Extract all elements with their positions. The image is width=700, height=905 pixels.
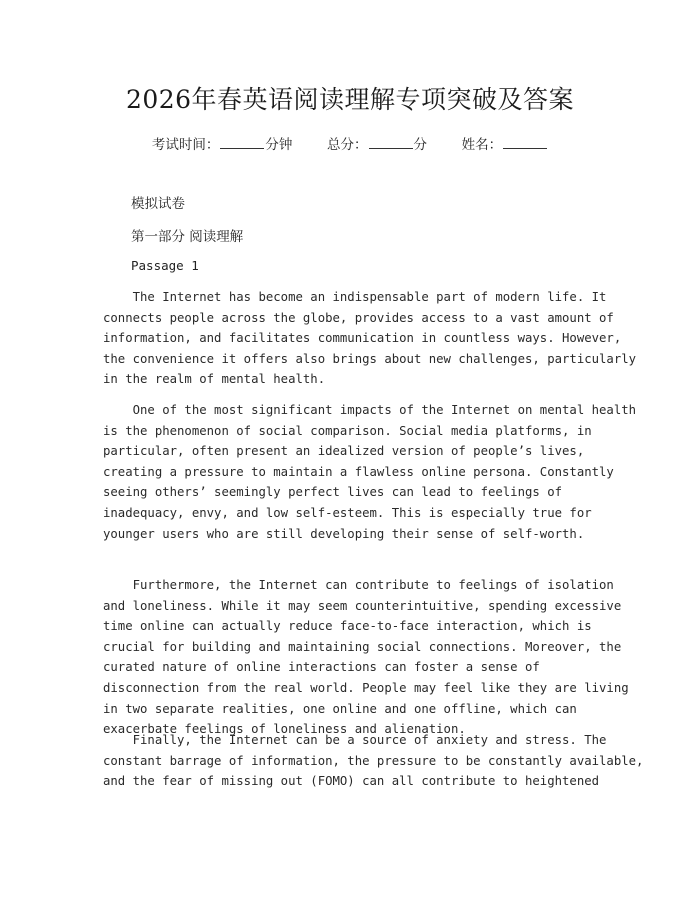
paragraph-line: in the realm of mental health.: [103, 372, 326, 387]
total-score-blank: [369, 136, 413, 149]
paragraph-line: connects people across the globe, provides access to a vast amount of: [103, 310, 614, 325]
paragraph-line: Furthermore, the Internet can contribute to feelings of isolation: [103, 578, 614, 592]
paragraph-line: Finally, the Internet can be a source of anxiety and stress. The: [103, 733, 607, 747]
paragraph-line: information, and facilitates communication in countless ways. However,: [103, 331, 622, 346]
exam-time-label: 考试时间：: [151, 137, 220, 153]
paragraph-line: curated nature of online interactions can foster a sense of: [103, 660, 540, 675]
paragraph-1: [103, 287, 637, 390]
paragraph-line: younger users who are still developing their sense of self-worth.: [103, 526, 585, 541]
part-label: 第一部分 阅读理解: [131, 229, 244, 245]
paragraph-line: and loneliness. While it may seem counterintuitive, spending excessive: [103, 598, 622, 613]
document-title: 2026年春英语阅读理解专项突破及答案: [125, 85, 575, 114]
exam-time-blank: [220, 136, 264, 149]
exam-time-unit: 分钟: [265, 137, 293, 153]
paragraph-line: seeing others’ seemingly perfect lives can lead to feelings of: [103, 485, 563, 500]
total-score-label: 总分：: [327, 137, 368, 153]
name-blank: [503, 136, 547, 149]
paragraph-line: constant barrage of information, the pressure to be constantly available,: [103, 753, 644, 768]
paragraph-line: inadequacy, envy, and low self-esteem. This is especially true for: [103, 505, 592, 520]
paragraph-2: [103, 400, 637, 544]
paragraph-line: crucial for building and maintaining social connections. Moreover, the: [103, 639, 622, 654]
paragraph-line: time online can actually reduce face-to-face interaction, which is: [103, 619, 592, 634]
exam-meta-line: [0, 133, 700, 153]
passage-label: Passage 1: [131, 258, 199, 273]
paragraph-line: disconnection from the real world. People may feel like they are living: [103, 680, 629, 695]
paragraph-line: and the fear of missing out (FOMO) can all contribute to heightened: [103, 774, 600, 789]
paper-label: 模拟试卷: [131, 196, 185, 212]
paragraph-line: The Internet has become an indispensable part of modern life. It: [103, 290, 607, 304]
paragraph-4: [103, 730, 644, 792]
name-label: 姓名：: [461, 137, 503, 153]
paragraph-line: exacerbate feelings of loneliness and alienation.: [103, 722, 466, 737]
paragraph-line: particular, often present an idealized version of people’s lives,: [103, 444, 585, 459]
paragraph-line: One of the most significant impacts of the Internet on mental health: [103, 403, 637, 417]
paragraph-line: the convenience it offers also brings about new challenges, particularly: [103, 351, 637, 366]
paragraph-line: creating a pressure to maintain a flawless online persona. Constantly: [103, 464, 614, 479]
paragraph-line: in two separate realities, one online and one offline, which can: [103, 701, 577, 716]
total-score-unit: 分: [413, 137, 427, 153]
paragraph-line: is the phenomenon of social comparison. Social media platforms, in: [103, 423, 592, 438]
